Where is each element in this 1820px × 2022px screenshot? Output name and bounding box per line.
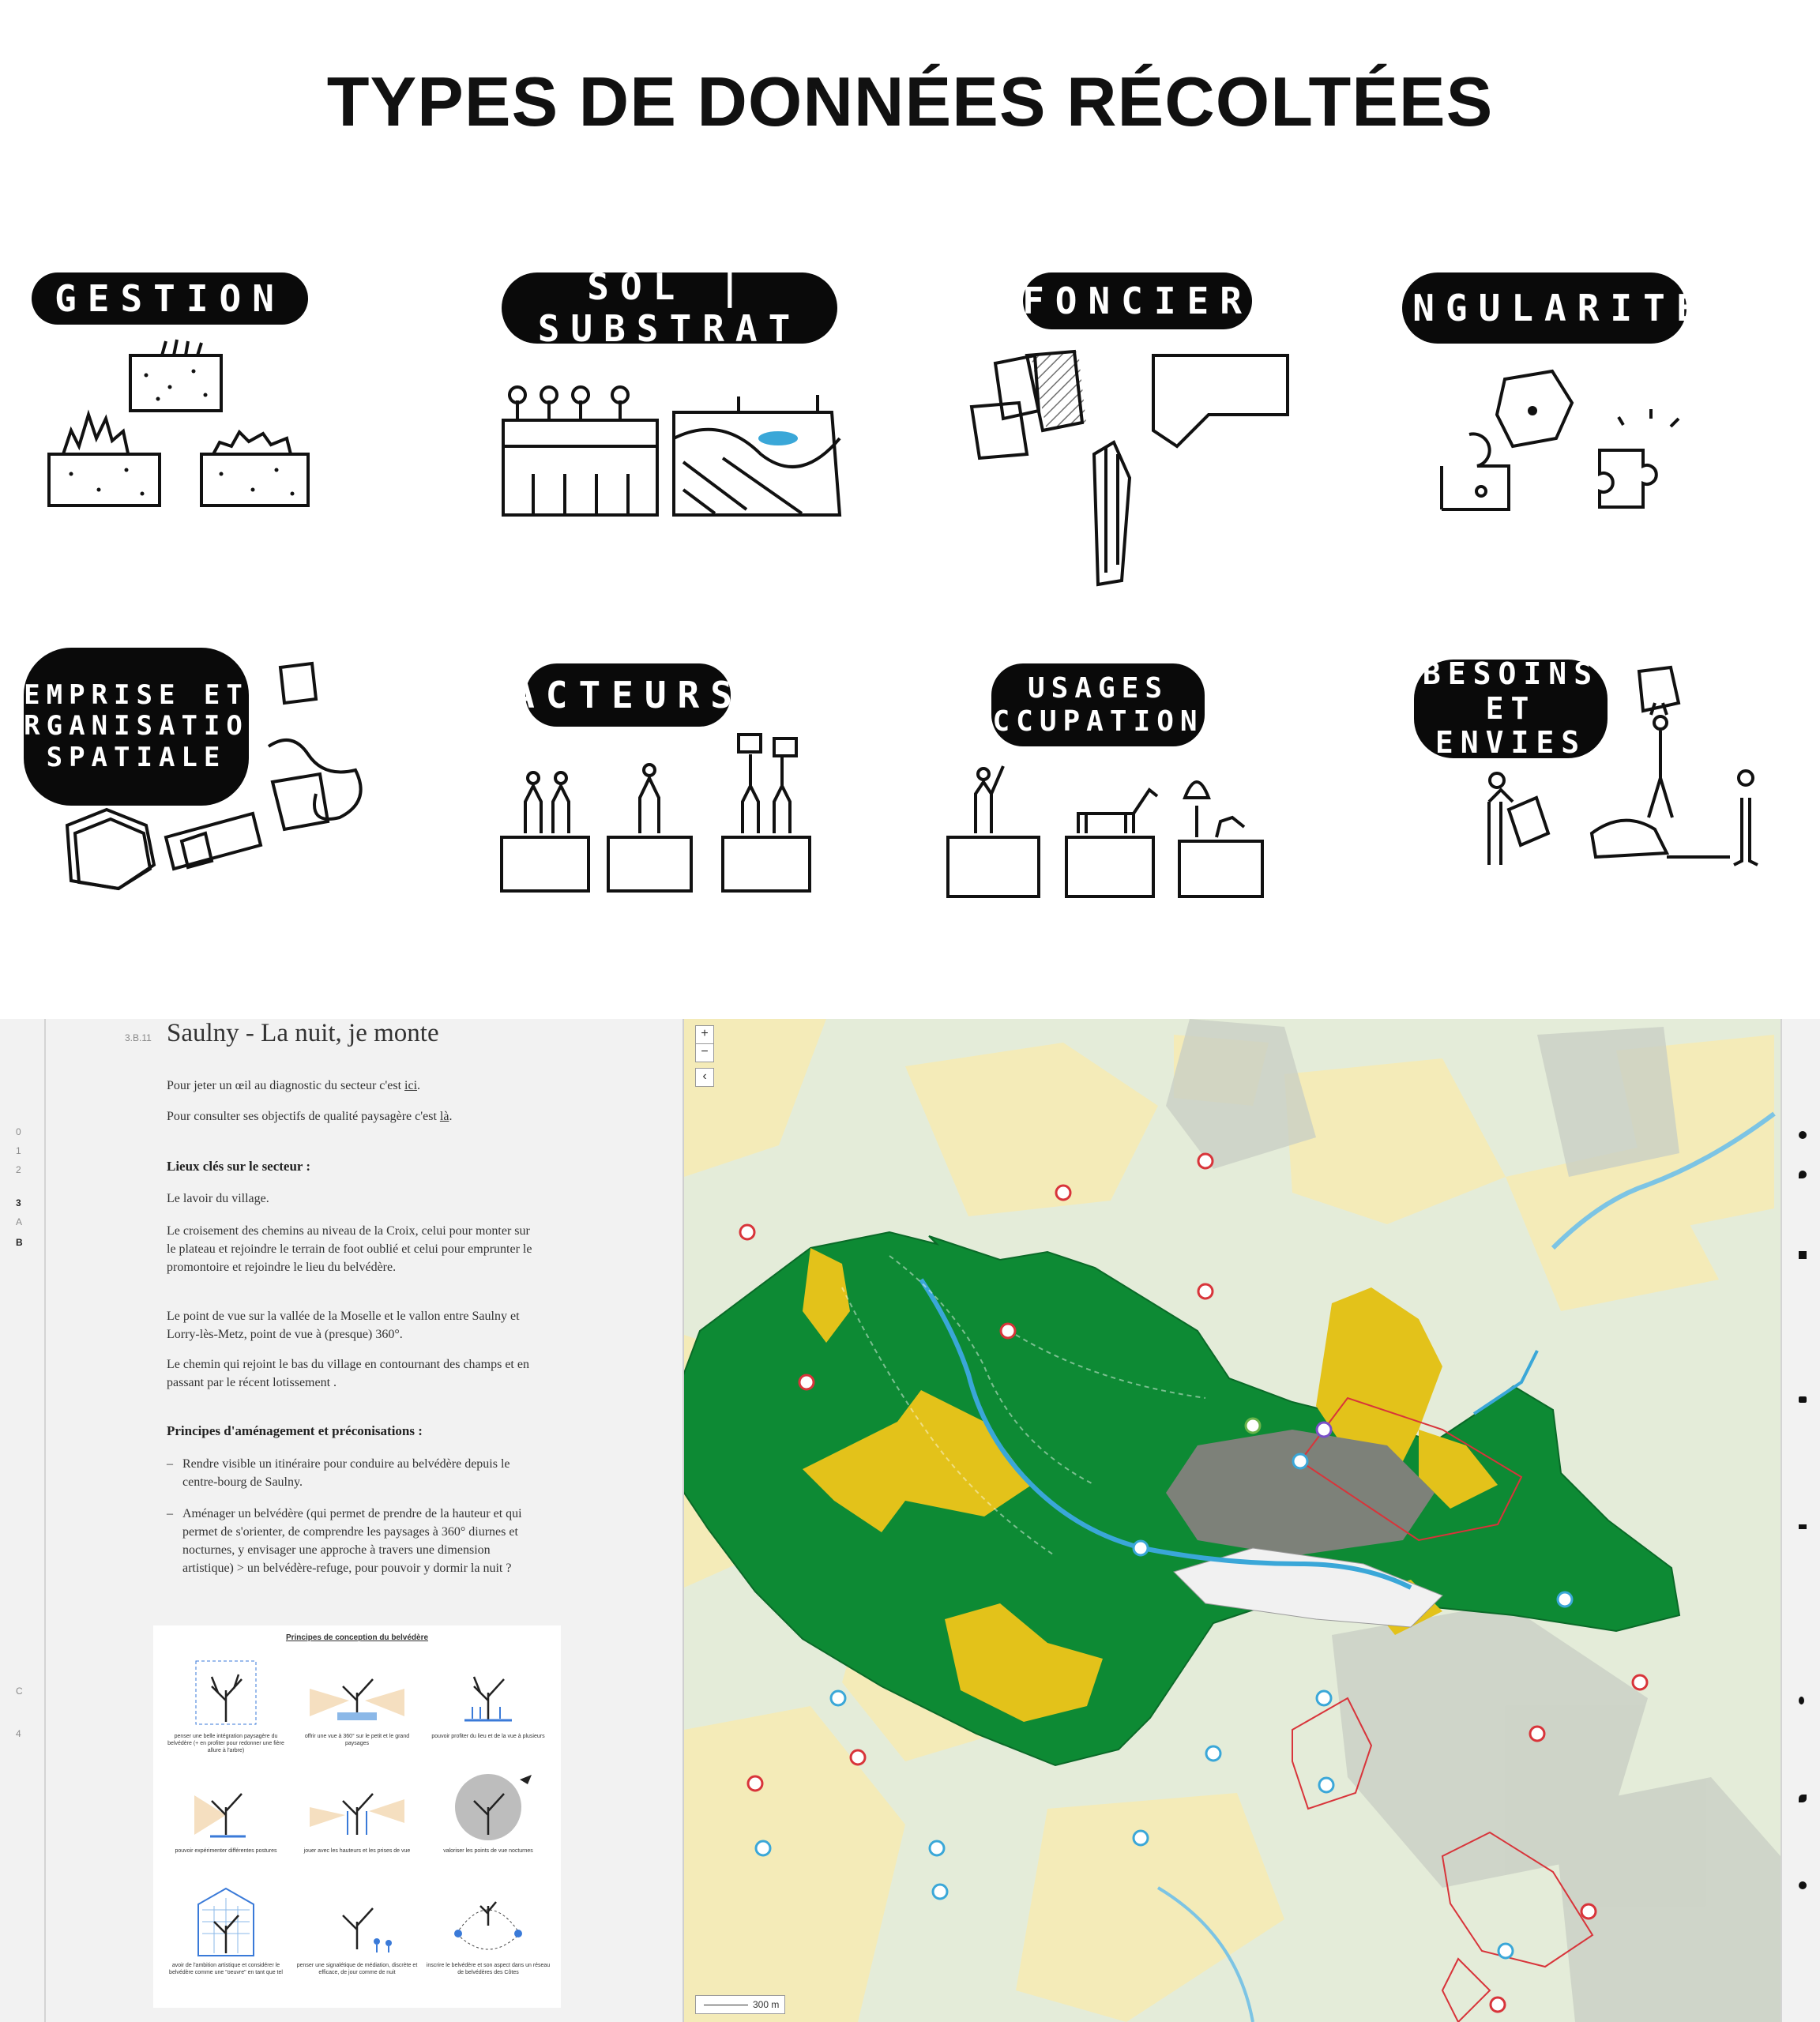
- category-usages: [944, 663, 1276, 900]
- diagnostic-link[interactable]: ici: [404, 1079, 418, 1092]
- category-label: ACTEURS: [525, 663, 731, 727]
- chapter-link-0[interactable]: 0: [16, 1126, 21, 1137]
- foncier-illustration: [964, 351, 1295, 581]
- scale-bar: [695, 1995, 785, 2014]
- tree-icon: [441, 1657, 536, 1728]
- category-label: SOL | SUBSTRAT: [502, 272, 837, 344]
- chapter-link-2[interactable]: 2: [16, 1164, 21, 1175]
- principle-cell: penser une belle intégration paysagère du belvédère (+ en profiter pour redonner une fière allure à l'arbre): [163, 1657, 289, 1768]
- principle-cell: pouvoir profiter du lieu et de la vue à plusieurs: [425, 1657, 551, 1768]
- singularites-illustration: [1402, 363, 1718, 553]
- tree-icon: [179, 1772, 273, 1843]
- night-tree-icon: [441, 1772, 536, 1843]
- place-item: Le chemin qui rejoint le bas du village en contournant des champs et en passant par le récent lotissement .: [167, 1358, 529, 1389]
- bench-icon[interactable]: [1799, 1524, 1807, 1529]
- tree-icon: [179, 1886, 273, 1957]
- sol-illustration: [502, 371, 849, 553]
- scale-label: 300 m: [753, 1999, 780, 2010]
- car-icon[interactable]: [1799, 1396, 1807, 1403]
- place-item: Le lavoir du village.: [167, 1192, 269, 1205]
- category-label: USAGES OCCUPATIONS: [991, 663, 1205, 746]
- network-icon: [441, 1886, 536, 1957]
- drop-icon[interactable]: [1799, 1171, 1807, 1178]
- category-singularites: [1346, 272, 1743, 557]
- emprise-illustration: [20, 644, 383, 904]
- dot-icon[interactable]: [1799, 1131, 1807, 1139]
- diagnostic-line: Pour jeter un œil au diagnostic du secteur c'est ici.: [167, 1079, 421, 1092]
- principle-cell: valoriser les points de vue nocturnes: [425, 1772, 551, 1882]
- poster-title: TYPES DE DONNÉES RÉCOLTÉES: [326, 62, 1494, 141]
- usages-illustration: [944, 750, 1276, 900]
- chapter-rail: [0, 1019, 46, 2022]
- principle-item: – Aménager un belvédère (qui permet de prendre de la hauteur et qui permet de s'orienter, de comprendre les paysages à 360° diurnes et nocturnes, y envisager une approche à travers une dimension artistique) > un belvédère-refuge, pour pouvoir y dormir la nuit ?: [167, 1507, 522, 1575]
- place-item: Le croisement des chemins au niveau de la Croix, celui pour monter sur le plateau et rejoindre le terrain de foot oublié et celui pour emprunter le promontoire et rejoindre le lieu du belvédère.: [167, 1224, 532, 1274]
- objectives-line: Pour consulter ses objectifs de qualité paysagère c'est là.: [167, 1110, 453, 1123]
- circle-icon[interactable]: [1799, 1881, 1807, 1889]
- layer-rail: [1781, 1019, 1820, 2022]
- tree-icon: [310, 1886, 404, 1957]
- places-heading: Lieux clés sur le secteur :: [167, 1159, 311, 1174]
- chapter-link-c[interactable]: C: [16, 1686, 23, 1697]
- category-label: BESOINS ET ENVIES: [1414, 660, 1608, 758]
- zoom-in-button[interactable]: +: [695, 1025, 714, 1044]
- chapter-link-b[interactable]: B: [16, 1237, 23, 1248]
- principle-cell: offrir une vue à 360° sur le petit et le grand paysages: [294, 1657, 420, 1768]
- principle-cell: pouvoir expérimenter différentes postures: [163, 1772, 289, 1882]
- gestion-illustration: [32, 336, 316, 541]
- place-item: Le point de vue sur la vallée de la Moselle et le vallon entre Saulny et Lorry-lès-Metz, point de vue à (presque) 360°.: [167, 1310, 520, 1341]
- building-icon[interactable]: [1799, 1251, 1807, 1259]
- category-label: GESTION: [32, 272, 308, 325]
- principle-cell: inscrire le belvédère et son aspect dans un réseau de belvédères des Côtes: [425, 1886, 551, 1997]
- pin-icon[interactable]: [1799, 1697, 1804, 1704]
- category-acteurs: [498, 663, 829, 900]
- article-panel: [46, 1019, 684, 2022]
- besoins-illustration: [1414, 640, 1793, 900]
- section-number: 3.B.11: [125, 1032, 152, 1043]
- chapter-link-a[interactable]: A: [16, 1216, 23, 1227]
- tree-icon: [179, 1657, 273, 1728]
- tree-icon: [310, 1772, 404, 1843]
- belvedere-principles-card: [153, 1625, 561, 2008]
- section-title: Saulny - La nuit, je monte: [167, 1019, 439, 1047]
- principle-cell: jouer avec les hauteurs et les prises de vue: [294, 1772, 420, 1882]
- leaf-icon[interactable]: [1799, 1795, 1807, 1802]
- zoom-out-button[interactable]: −: [695, 1043, 714, 1062]
- category-label: SINGULARITÉS: [1402, 272, 1687, 344]
- collapse-panel-button[interactable]: ‹: [695, 1068, 714, 1087]
- category-foncier: [964, 272, 1295, 588]
- tree-icon: [310, 1657, 404, 1728]
- category-label: EMPRISE ET ORGANISATION SPATIALE: [24, 648, 249, 806]
- map-view[interactable]: [684, 1019, 1781, 2022]
- principles-heading: Principes d'aménagement et préconisations :: [167, 1423, 423, 1438]
- category-label: FONCIER: [1023, 272, 1252, 329]
- category-gestion: [32, 272, 316, 557]
- chapter-link-3[interactable]: 3: [16, 1197, 21, 1208]
- category-sol-substrat: [502, 265, 849, 557]
- category-emprise: [1, 644, 383, 904]
- chapter-link-1[interactable]: 1: [16, 1145, 21, 1156]
- objectives-link[interactable]: là: [439, 1110, 449, 1123]
- principle-item: – Rendre visible un itinéraire pour conduire au belvédère depuis le centre-bourg de Saulny.: [167, 1457, 510, 1489]
- acteurs-illustration: [498, 727, 829, 893]
- card-title: Principes de conception du belvédère: [285, 1633, 429, 1642]
- chapter-link-4[interactable]: 4: [16, 1728, 21, 1739]
- principle-cell: penser une signalétique de médiation, discrète et efficace, de jour comme de nuit: [294, 1886, 420, 1997]
- atlas-app: [0, 1019, 1820, 2022]
- category-besoins: [1414, 640, 1793, 900]
- map-canvas[interactable]: [684, 1019, 1781, 2022]
- principle-cell: avoir de l'ambition artistique et considérer le belvédère comme une "oeuvre" en tant que tel: [163, 1886, 289, 1997]
